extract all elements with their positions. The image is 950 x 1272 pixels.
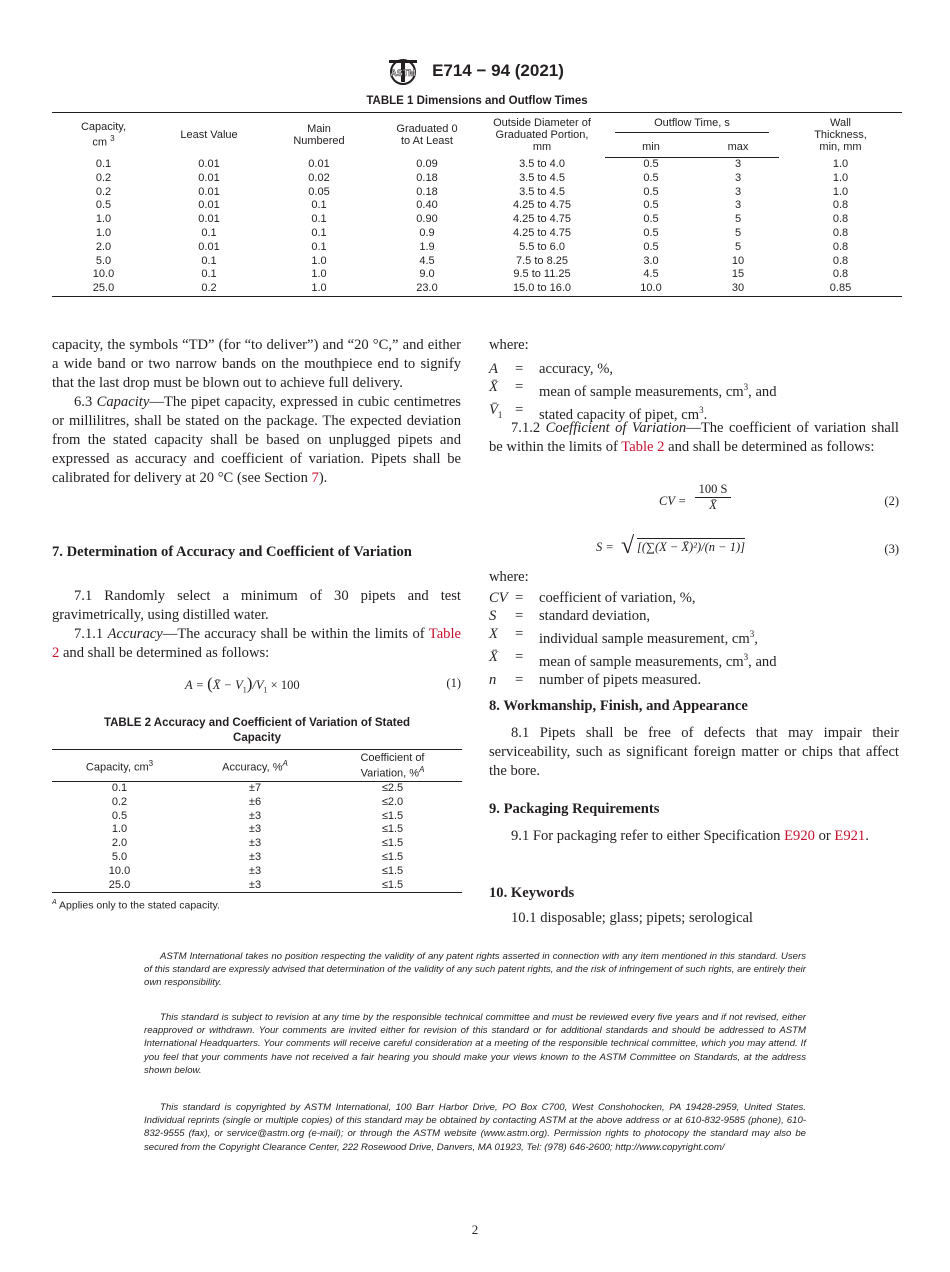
- table2-row: [52, 810, 462, 824]
- table2-row: [52, 823, 462, 837]
- table1-cell: 1.0: [832, 157, 849, 170]
- table1-cell: 10.0: [92, 268, 115, 281]
- table1-cell: 10.0: [605, 282, 697, 296]
- table2-row: [52, 851, 462, 865]
- table1-cell: 0.5: [95, 199, 112, 212]
- table1-cell: 9.0: [419, 268, 435, 281]
- table1-cell: 3.5 to 4.0: [519, 157, 565, 170]
- footer-patent-notice: ASTM International takes no position respecting the validity of any patent rights asserted in connection with any item mentioned in this standard. Users of this standard are expressly advised that determination of the validity of any such patent rights, and the risk of infringement of such rights, are entirely their own responsibility.: [144, 951, 806, 989]
- table2-cell: ≤1.5: [323, 879, 462, 893]
- section-9-heading: 9. Packaging Requirements: [489, 801, 660, 817]
- table1-cell: 0.1: [311, 240, 327, 253]
- table1-cell: 0.2: [95, 185, 112, 198]
- svg-text:ASTM: ASTM: [390, 68, 416, 78]
- table1-cell: 0.05: [308, 185, 330, 198]
- paragraph-continued: capacity, the symbols “TD” (for “to deliver”) and “20 °C,” and either a wide band or two narrow bands on the mouthpiece end to signify that the last drop must be blown out to achieve full delivery.: [52, 337, 461, 391]
- table1-cell: 0.5: [643, 240, 659, 253]
- definition-text: mean of sample measurements, $cm^3$, and: [539, 651, 777, 670]
- table1-cell: 1.0: [311, 268, 327, 281]
- table1-cell: 0.9: [419, 226, 435, 239]
- paragraph-10-1: 10.1 disposable; glass; pipets; serological: [511, 910, 753, 926]
- left-section-7: [52, 587, 461, 663]
- left-column: [52, 336, 461, 488]
- table1-cell: 5: [734, 213, 742, 226]
- definition-item: X = individual sample measurement, $cm^3$,: [489, 626, 758, 647]
- table2-cell: ≤1.5: [381, 837, 404, 850]
- table1-cell: 1.0: [832, 185, 849, 198]
- footer-revision-notice: This standard is subject to revision at any time by the responsible technical committee and must be reviewed every five years and if not revised, either reapproved or withdrawn. Your comments are invited either for revision of this standard or for additional standards and should be addressed to ASTM International Headquarters. Your comments will receive careful consideration at a meeting of the responsible technical committee, which you may attend. If you feel that your comments have not received a fair hearing you should make your views known to the ASTM Committee on Standards, at the address shown below.: [144, 1012, 806, 1076]
- table1-cell: 0.2: [95, 171, 112, 184]
- definition-symbol: CV: [489, 590, 508, 606]
- table2-accuracy: [52, 749, 462, 893]
- table1-cell: 0.01: [198, 185, 220, 198]
- astm-logo-icon: [386, 56, 420, 86]
- table2-cell: ≤1.5: [381, 809, 404, 822]
- table1-cell: 0.40: [416, 199, 438, 212]
- table1-cell: 0.02: [308, 171, 330, 184]
- table1-cell: 10: [731, 254, 745, 267]
- table2-cell: 1.0: [111, 823, 128, 836]
- where-label-1: where:: [489, 337, 529, 353]
- table1-row: [52, 199, 902, 213]
- table1-cell: 1.0: [95, 226, 112, 239]
- table1-cell: 0.5: [643, 213, 659, 226]
- table1-cell: 0.5: [643, 185, 659, 198]
- table1-cell: 1.0: [263, 282, 375, 296]
- table1-cell: 0.18: [416, 171, 438, 184]
- th2-capacity: Capacity, $cm^3$: [52, 750, 187, 782]
- table2-cell: 2.0: [111, 837, 128, 850]
- definition-item: X̄ = mean of sample measurements, $cm^3$, and: [489, 648, 777, 670]
- page-header: [0, 56, 950, 86]
- equation-1-number: (1): [446, 676, 461, 690]
- definitions-1: [489, 360, 899, 424]
- th-wall-thickness: Wall Thickness, min, mm: [779, 113, 902, 158]
- table2-cell: 0.2: [111, 795, 128, 808]
- table2-row: [52, 879, 462, 893]
- table1-cell: 0.5: [643, 171, 659, 184]
- definition-item: A = accuracy, %,: [489, 361, 613, 377]
- where-label-2: where:: [489, 569, 529, 585]
- table2-cell: ≤2.0: [381, 795, 404, 808]
- paragraph-7-1-2: 7.1.2 Coefficient of Variation—The coefficient of variation shall be within the limits of Table 2 and shall be determined as follows:: [489, 420, 899, 455]
- definitions-2: [489, 589, 899, 689]
- document-designation: E714 − 94 (2021): [432, 61, 564, 80]
- table1-cell: 3.5 to 4.5: [519, 171, 565, 184]
- table2-cell: ±3: [187, 879, 323, 893]
- th-max: max: [697, 138, 779, 158]
- table1-cell: 5.0: [95, 254, 112, 267]
- th-main-numbered: Main Numbered: [263, 113, 375, 158]
- table1-cell: 3: [734, 158, 742, 170]
- definition-item: S = standard deviation,: [489, 608, 651, 624]
- table2-cell: ±3: [248, 809, 262, 822]
- th-outflow-time: Outflow Time, s: [605, 113, 779, 138]
- table1-cell: 0.1: [95, 157, 112, 170]
- table1-cell: 3: [734, 171, 742, 184]
- section-8-heading: 8. Workmanship, Finish, and Appearance: [489, 698, 748, 714]
- table1-cell: 0.90: [416, 213, 438, 226]
- definition-symbol: A: [489, 361, 498, 377]
- definition-text: mean of sample measurements, $cm^3$, and: [539, 382, 777, 400]
- table2-row: [52, 837, 462, 851]
- table2-cell: 10.0: [108, 864, 131, 877]
- table1-cell: 2.0: [95, 240, 112, 253]
- table1-cell: 4.25 to 4.75: [512, 199, 572, 212]
- table2-cell: ≤1.5: [381, 850, 404, 863]
- equation-2: CV = 100 S X̄ (2): [659, 482, 899, 512]
- table2-row: [52, 865, 462, 879]
- table2-cell: 0.1: [111, 782, 128, 794]
- table1-row: [52, 227, 902, 241]
- table2-cell: ±6: [248, 795, 262, 808]
- table1-cell: 0.1: [311, 213, 327, 226]
- table1-cell: 0.8: [832, 240, 849, 253]
- table2-cell: ±3: [248, 850, 262, 863]
- table1-row: [52, 213, 902, 227]
- table1-cell: 4.25 to 4.75: [512, 213, 572, 226]
- definition-text: coefficient of variation, %,: [539, 590, 696, 606]
- equation-2-number: (2): [884, 494, 899, 508]
- table1-cell: 5: [734, 226, 742, 239]
- table1-cell: 3.0: [643, 254, 659, 267]
- definition-text: individual sample measurement, $cm^3$,: [539, 629, 758, 647]
- table1-cell: 7.5 to 8.25: [516, 254, 568, 267]
- table1-cell: 25.0: [52, 282, 155, 296]
- table1-cell: 0.8: [832, 226, 849, 239]
- table1-cell: 0.8: [832, 213, 849, 226]
- table1-cell: 0.01: [198, 240, 220, 253]
- table1-cell: 3.5 to 4.5: [519, 185, 565, 198]
- table1-cell: 0.2: [155, 282, 263, 296]
- table1-cell: 3: [734, 185, 742, 198]
- equation-3: S = √ [(∑(X − X̄)²)/(n − 1)] (3): [596, 533, 899, 559]
- page-number: 2: [471, 1222, 479, 1237]
- table2-cell: ±3: [248, 864, 262, 877]
- table1-cell: 5: [734, 240, 742, 253]
- paragraph-8-1: 8.1 Pipets shall be free of defects that may impair their serviceability, such as significant foreign matter or chips that affect the bore.: [489, 725, 899, 779]
- section-10-heading: 10. Keywords: [489, 885, 575, 901]
- table2-cell: ≤2.5: [381, 782, 404, 794]
- definition-symbol: n: [489, 671, 497, 688]
- table2-cell: ±3: [248, 823, 262, 836]
- table1-cell: 0.01: [198, 199, 220, 212]
- definition-symbol: X: [489, 626, 498, 642]
- table1-row: [52, 255, 902, 269]
- table1-caption: TABLE 1 Dimensions and Outflow Times: [366, 95, 588, 107]
- footer-copyright-notice: This standard is copyrighted by ASTM International, 100 Barr Harbor Drive, PO Box C700, West Conshohocken, PA 19428-2959, United States. Individual reprints (single or multiple copies) of this standard may be obtained by contacting ASTM at the above address or at 610-832-9585 (phone), 610-832-9555 (fax), or service@astm.org (e-mail); or through the ASTM website (www.astm.org). Permission rights to photocopy the standard may also be secured from the Copyright Clearance Center, 222 Rosewood Drive, Danvers, MA 01923, Tel: (978) 646-2600; http://www.copyright.com/: [144, 1102, 806, 1153]
- definition-symbol: X̄: [489, 648, 498, 665]
- table1-cell: 0.8: [832, 199, 849, 212]
- table1-cell: 0.01: [198, 171, 220, 184]
- definition-symbol: S: [489, 608, 497, 624]
- definition-text: accuracy, %,: [539, 361, 613, 377]
- table1-row: [52, 268, 902, 282]
- definition-text: standard deviation,: [539, 608, 651, 624]
- table1-cell: 0.1: [311, 226, 327, 239]
- th-min: min: [605, 138, 697, 158]
- table2-cell: 5.0: [111, 850, 128, 863]
- table2-cell: 0.5: [111, 809, 128, 822]
- table1-row: [52, 158, 902, 172]
- table2-caption: TABLE 2 Accuracy and Coefficient of Variation of Stated Capacity: [103, 717, 411, 744]
- equation-3-number: (3): [884, 542, 899, 556]
- definition-item: X̄ = mean of sample measurements, $cm^3$, and: [489, 379, 777, 400]
- definition-text: stated capacity of pipet, $cm^3$.: [539, 404, 708, 423]
- table1-cell: 1.0: [95, 213, 112, 226]
- th2-accuracy: Accuracy, %$^A$: [187, 750, 323, 782]
- table1-cell: 5.5 to 6.0: [519, 240, 565, 253]
- table1-cell: 23.0: [375, 282, 479, 296]
- table1-cell: 0.18: [416, 185, 438, 198]
- table1-cell: 3: [734, 199, 742, 212]
- table1-cell: 0.01: [198, 157, 220, 170]
- definition-item: n = number of pipets measured.: [489, 671, 702, 688]
- table1-cell: 4.25 to 4.75: [512, 226, 572, 239]
- table2-cell: ±7: [248, 782, 262, 794]
- table2-link-2[interactable]: Table 2: [621, 439, 665, 455]
- table1-cell: 4.5: [419, 254, 435, 267]
- table1-cell: 0.5: [643, 226, 659, 239]
- table2-cell: ±3: [248, 837, 262, 850]
- table1-row: [52, 186, 902, 200]
- table1-cell: 1.0: [311, 254, 327, 267]
- table2-cell: ≤1.5: [381, 864, 404, 877]
- table1-cell: 0.1: [201, 254, 217, 267]
- paragraph-7-1: 7.1 Randomly select a minimum of 30 pipets and test gravimetrically, using distilled water.: [52, 588, 461, 623]
- paragraph-6-3: 6.3 Capacity—The pipet capacity, expressed in cubic centimetres or millilitres, shall be stated on the package. The expected deviation from the stated capacity shall be based on unplugged pipets and expressed as accuracy and coefficient of variation. Pipets shall be calibrated for delivery at 20 °C (see Section 7).: [52, 394, 461, 486]
- table1-row: [52, 241, 902, 255]
- table1-cell: 15: [731, 268, 745, 281]
- section-7-heading: 7. Determination of Accuracy and Coefficient of Variation: [52, 544, 412, 560]
- th-least-value: Least Value: [155, 113, 263, 158]
- e921-link[interactable]: E921: [834, 828, 866, 844]
- definition-symbol: X̄: [489, 379, 498, 395]
- table2-footnote: $^A$ Applies only to the stated capacity.: [52, 899, 220, 912]
- table1-cell: 4.5: [643, 268, 659, 281]
- e920-link[interactable]: E920: [784, 828, 815, 844]
- table1-cell: 0.5: [643, 158, 659, 170]
- table1-cell: 0.01: [308, 157, 330, 170]
- table1-dimensions: [52, 112, 902, 297]
- th2-cv: Coefficient of Variation, %$^A$: [323, 750, 462, 782]
- th-graduated: Graduated 0 to At Least: [375, 113, 479, 158]
- table1-cell: 0.5: [643, 199, 659, 212]
- table1-cell: 15.0 to 16.0: [479, 282, 605, 296]
- table1-cell: 30: [697, 282, 779, 296]
- definition-symbol: $V̄_1$: [489, 401, 503, 420]
- table1-cell: 1.0: [832, 171, 849, 184]
- table1-row: [52, 172, 902, 186]
- section-7-link[interactable]: 7: [311, 470, 319, 486]
- table1-cell: 0.09: [416, 157, 438, 170]
- table1-cell: 0.8: [832, 268, 849, 281]
- table1-row: [52, 282, 902, 296]
- table1-cell: 1.9: [419, 240, 435, 253]
- definition-item: $V̄_1$ = stated capacity of pipet, $cm^3$.: [489, 401, 708, 423]
- table2-cell: 25.0: [52, 879, 187, 893]
- equation-1: A = (X̄ − $V_1)/V_1 \times 100$ (1): [185, 674, 461, 695]
- table2-row: [52, 796, 462, 810]
- table2-link[interactable]: Table 2: [52, 626, 461, 661]
- th-capacity: Capacity, cm $^3$: [52, 113, 155, 158]
- table1-cell: 0.8: [832, 254, 849, 267]
- table1-cell: 0.1: [201, 268, 217, 281]
- definition-item: CV = coefficient of variation, %,: [489, 590, 696, 606]
- table2-row: [52, 782, 462, 796]
- th-outside-diameter: Outside Diameter of Graduated Portion, mm: [479, 113, 605, 158]
- table1-cell: 0.85: [779, 282, 902, 296]
- table2-cell: ≤1.5: [381, 823, 404, 836]
- table1-cell: 9.5 to 11.25: [513, 268, 571, 281]
- table1-cell: 0.1: [311, 199, 327, 212]
- table1-cell: 0.1: [201, 226, 217, 239]
- table1-cell: 0.01: [198, 213, 220, 226]
- paragraph-9-1: 9.1 For packaging refer to either Specification E920 or E921.: [511, 828, 869, 844]
- paragraph-7-1-1: 7.1.1 Accuracy—The accuracy shall be within the limits of Table 2 and shall be determined as follows:: [52, 626, 461, 661]
- definition-text: number of pipets measured.: [539, 671, 702, 688]
